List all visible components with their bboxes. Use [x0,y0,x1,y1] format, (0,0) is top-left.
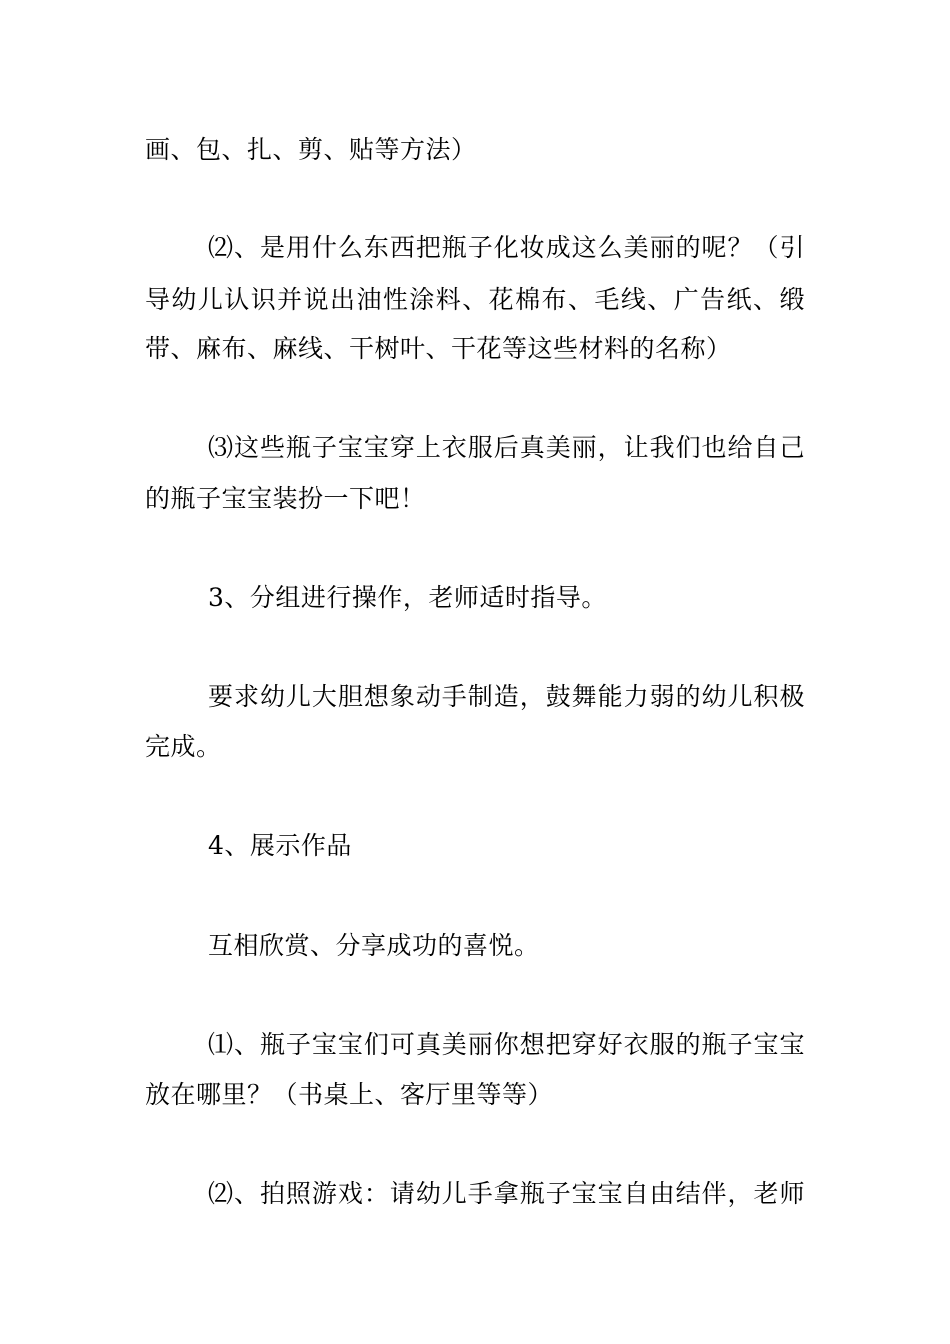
text-line: 画、包、扎、剪、贴等方法） [145,135,477,164]
text-line: 放在哪里？（书桌上、客厅里等等） [145,1080,554,1109]
text-line: ⑴、瓶子宝宝们可真美丽你想把穿好衣服的瓶子宝宝 [208,1030,805,1059]
text-line: 完成。 [145,732,222,761]
text-line: ⑶这些瓶子宝宝穿上衣服后真美丽，让我们也给自己 [208,433,805,462]
text-line: 要求幼儿大胆想象动手制造，鼓舞能力弱的幼儿积极 [208,682,805,711]
text-line: 互相欣赏、分享成功的喜悦。 [208,931,540,960]
text-line: 带、麻布、麻线、干树叶、干花等这些材料的名称） [145,334,732,363]
text-line: 4、展示作品 [208,831,352,860]
text-line: 导幼儿认识并说出油性涂料、花棉布、毛线、广告纸、缎 [145,285,805,314]
text-line: 的瓶子宝宝装扮一下吧！ [145,484,426,513]
text-line: 3、分组进行操作，老师适时指导。 [208,583,607,612]
text-line: ⑵、是用什么东西把瓶子化妆成这么美丽的呢？（引 [208,233,805,262]
text-line: ⑵、拍照游戏：请幼儿手拿瓶子宝宝自由结伴，老师 [208,1179,805,1208]
